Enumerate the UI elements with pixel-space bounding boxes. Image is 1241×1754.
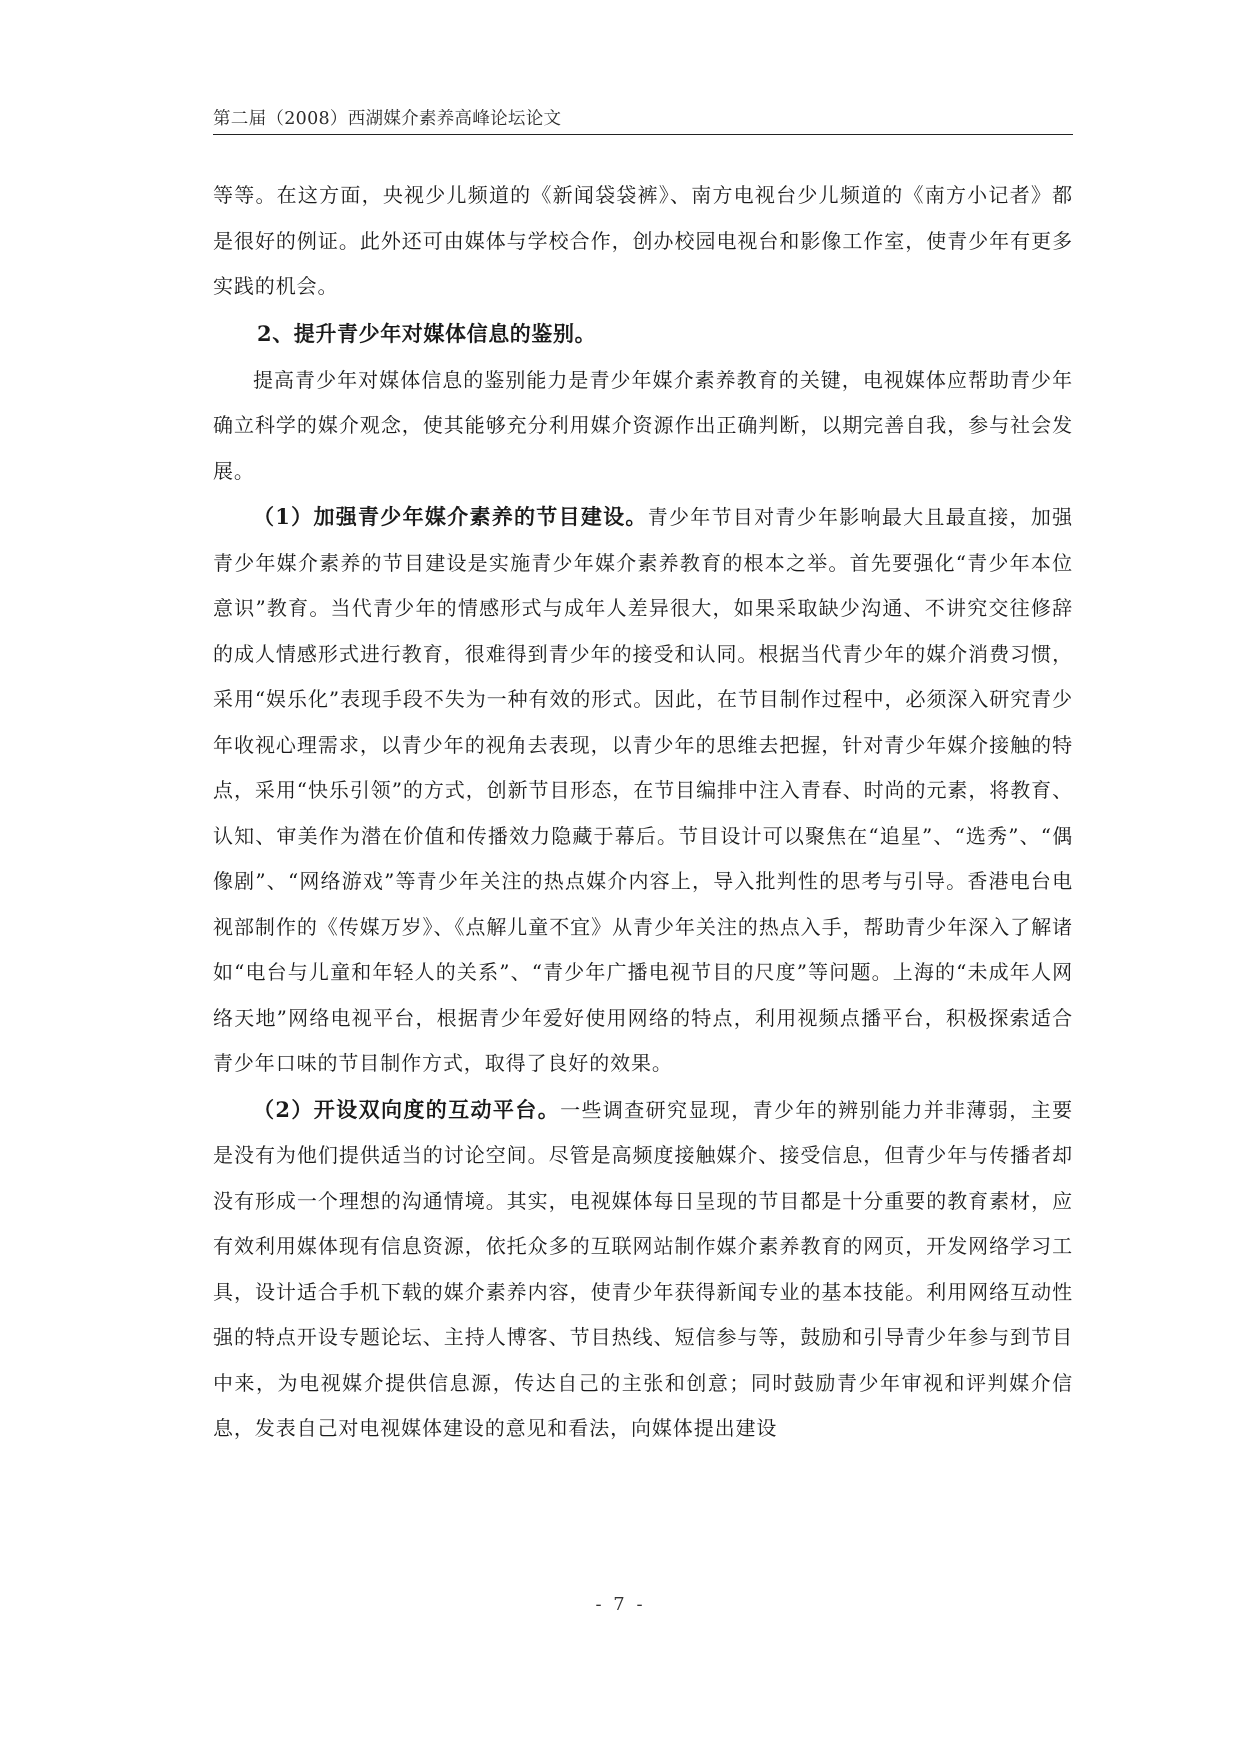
document-body xyxy=(213,173,1073,1452)
subheading-1: （1）加强青少年媒介素养的节目建设。 xyxy=(253,504,648,529)
header-title: 第二届（2008）西湖媒介素养高峰论坛论文 xyxy=(213,109,562,129)
section-heading-2: 2、提升青少年对媒体信息的鉴别。 xyxy=(257,320,597,346)
paragraph-3-text: 青少年节目对青少年影响最大且最直接，加强青少年媒介素养的节目建设是实施青少年媒介素养教育的根本之举。首先要强化“青少年本位意识”教育。当代青少年的情感形式与成年人差异很大，如果采取缺少沟通、不讲究交往修辞的成人情感形式进行教育，很难得到青少年的接受和认同。根据当代青少年的媒介消费习惯，采用“娱乐化”表现手段不失为一种有效的形式。因此，在节目制作过程中，必须深入研究青少年收视心理需求，以青少年的视角去表现，以青少年的思维去把握，针对青少年媒介接触的特点，采用“快乐引领”的方式，创新节目形态，在节目编排中注入青春、时尚的元素，将教育、认知、审美作为潜在价值和传播效力隐藏于幕后。节目设计可以聚焦在“追星”、“选秀”、“偶像剧”、“网络游戏”等青少年关注的热点媒介内容上，导入批判性的思考与引导。香港电台电视部制作的《传媒万岁》、《点解儿童不宜》从青少年关注的热点入手，帮助青少年深入了解诸如“电台与儿童和年轻人的关系”、“青少年广播电视节目的尺度”等问题。上海的“未成年人网络天地”网络电视平台，根据青少年爱好使用网络的特点，利用视频点播平台，积极探索适合青少年口味的节目制作方式，取得了良好的效果。 xyxy=(213,505,1074,1075)
paragraph-4 xyxy=(213,1087,1073,1452)
paragraph-2: 提高青少年对媒体信息的鉴别能力是青少年媒介素养教育的关键，电视媒体应帮助青少年确立科学的媒介观念，使其能够充分利用媒介资源作出正确判断，以期完善自我，参与社会发展。 xyxy=(213,367,1073,483)
subheading-2: （2）开设双向度的互动平台。 xyxy=(253,1096,561,1122)
paragraph-4-text: 一些调查研究显现，青少年的辨别能力并非薄弱，主要是没有为他们提供适当的讨论空间。尽管是高频度接触媒介、接受信息，但青少年与传播者却没有形成一个理想的沟通情境。其实，电视媒体每日呈现的节目都是十分重要的教育素材，应有效利用媒体现有信息资源，依托众多的互联网站制作媒介素养教育的网页，开发网络学习工具，设计适合手机下载的媒介素养内容，使青少年获得新闻专业的基本技能。利用网络互动性强的特点开设专题论坛、主持人博客、节目热线、短信参与等，鼓励和引导青少年参与到节目中来，为电视媒介提供信息源，传达自己的主张和创意；同时鼓励青少年审视和评判媒介信息，发表自己对电视媒体建设的意见和看法，向媒体提出建设 xyxy=(213,1097,1073,1440)
page-header xyxy=(213,104,1073,135)
paragraph-1: 等等。在这方面，央视少儿频道的《新闻袋袋裤》、南方电视台少儿频道的《南方小记者》都是很好的例证。此外还可由媒体与学校合作，创办校园电视台和影像工作室，使青少年有更多实践的机会。 xyxy=(213,183,1073,298)
page-number: - 7 - xyxy=(595,1594,646,1615)
paragraph-3 xyxy=(213,494,1073,1087)
